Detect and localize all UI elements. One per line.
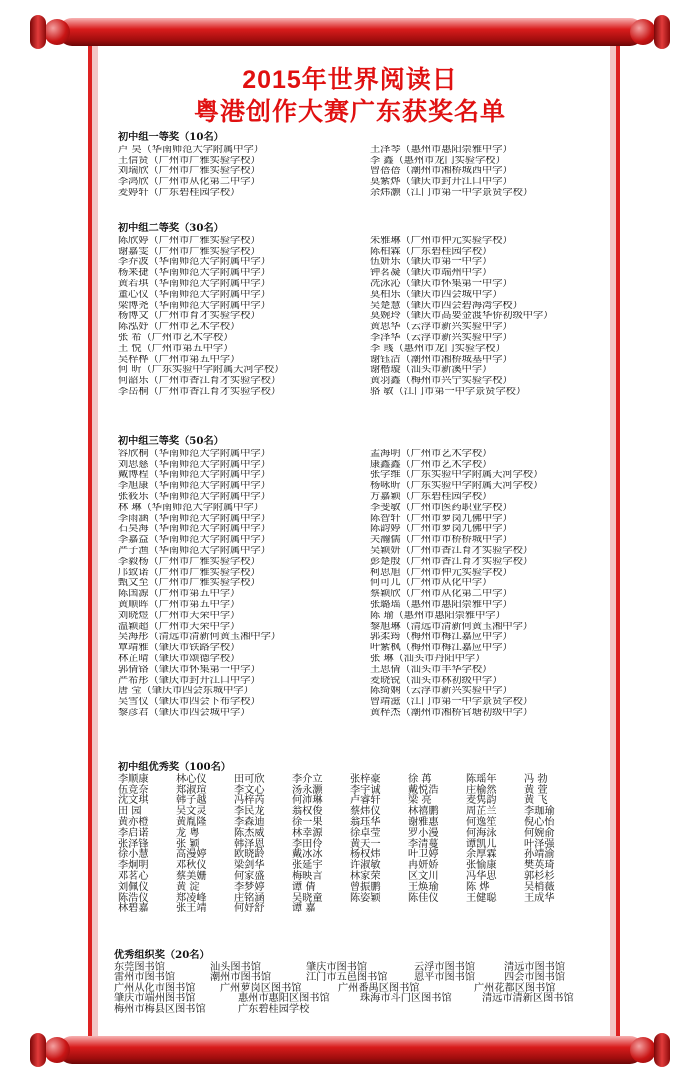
winner-entry: 张筱乐（华南师范大学附属中学） bbox=[118, 491, 271, 502]
excellence-name: 林幸源 bbox=[292, 827, 323, 839]
excellence-name: 李宇诚 bbox=[350, 784, 381, 796]
excellence-name: 黄亦橙 bbox=[118, 816, 149, 828]
winner-entry: 黎彦君（肇庆市四会城中学） bbox=[118, 707, 251, 718]
excellence-name: 庄铭涵 bbox=[234, 892, 265, 904]
winner-entry: 邝致诺（广州市广雅实验学校） bbox=[118, 567, 261, 578]
organization-entry: 广州花都区图书馆 bbox=[474, 982, 556, 994]
excellence-name: 谭 倩 bbox=[292, 881, 316, 893]
excellence-name: 伍竞奈 bbox=[118, 784, 149, 796]
section-heading: 初中组二等奖（30名） bbox=[118, 222, 224, 234]
winner-entry: 甄文至（广州市广雅实验学校） bbox=[118, 578, 261, 589]
winner-entry: 莫婉玲（肇庆市高要金渡华侨初级中学） bbox=[370, 311, 554, 322]
winner-entry: 方嘉颖（广东碧桂园学校） bbox=[370, 491, 493, 502]
organization-entry: 清远市图书馆 bbox=[504, 961, 566, 973]
excellence-name: 龙 粤 bbox=[176, 827, 200, 839]
winner-entry: 黄羽鑫（梅州市兴宁实验学校） bbox=[370, 376, 513, 387]
organization-entry: 恩平市图书馆 bbox=[414, 972, 476, 984]
winner-entry: 吴颖妍（广州市香江育才实验学校） bbox=[370, 545, 533, 556]
excellence-name: 张泽锋 bbox=[118, 838, 149, 850]
winner-entry: 刘晓煜（广州市天荣中学） bbox=[118, 610, 241, 621]
winner-entry: 李旭康（华南师范大学附属中学） bbox=[118, 481, 271, 492]
excellence-name: 李民龙 bbox=[234, 806, 265, 818]
excellence-name: 黄 萱 bbox=[524, 784, 548, 796]
excellence-name: 陈佳仪 bbox=[408, 892, 439, 904]
winner-entry: 杨博文（广州市育才实验学校） bbox=[118, 311, 261, 322]
excellence-name: 李梦婷 bbox=[234, 881, 265, 893]
organization-entry: 惠州市惠阳区图书馆 bbox=[238, 993, 330, 1005]
winner-entry: 余炜灏（江门市第一中学景贤学校） bbox=[370, 187, 533, 198]
winner-entry: 吴楚慧（肇庆市四会碧海湾学校） bbox=[370, 300, 523, 311]
winner-entry: 黎旭琳（清远市清新何黄玉湘中学） bbox=[370, 621, 533, 632]
winner-entry: 叶紫枫（梅州市梅江嘉应中学） bbox=[370, 643, 513, 654]
winner-entry: 何可儿（广州市从化中学） bbox=[370, 578, 493, 589]
winner-entry: 吴雪仪（肇庆市四会下布学校） bbox=[118, 697, 261, 708]
winner-entry: 曾蓓蓓（潮州市湘桥城西中学） bbox=[370, 166, 513, 177]
organization-entry: 肇庆市图书馆 bbox=[306, 961, 368, 973]
excellence-name: 梁 亮 bbox=[408, 795, 432, 807]
excellence-name: 冉妍娇 bbox=[408, 860, 439, 872]
winner-entry: 王信贤（广州市广雅实验学校） bbox=[118, 155, 261, 166]
excellence-name: 冯 勃 bbox=[524, 773, 548, 785]
winner-entry: 容欣桐（华南师范大学附属中学） bbox=[118, 448, 271, 459]
winner-entry: 骆 敏（江门市第一中学景贤学校） bbox=[370, 386, 527, 397]
excellence-name: 陈杰威 bbox=[234, 827, 265, 839]
winner-entry: 彭楚殷（广州市香江育才实验学校） bbox=[370, 556, 533, 567]
organization-entry: 江门市五邑图书馆 bbox=[306, 972, 388, 984]
winner-entry: 麦婷轩（广东碧桂园学校） bbox=[118, 187, 241, 198]
organization-entry: 清远市清新区图书馆 bbox=[482, 993, 574, 1005]
winner-entry: 郭倩铬（肇庆市怀集第一中学） bbox=[118, 664, 261, 675]
excellence-name: 韩子越 bbox=[176, 795, 207, 807]
scroll-top-right-tip bbox=[654, 15, 670, 49]
excellence-name: 孙靖渝 bbox=[524, 849, 555, 861]
section-heading: 优秀组织奖（20名） bbox=[114, 949, 210, 961]
award-section-excellence bbox=[118, 762, 588, 915]
excellence-name: 翁权俊 bbox=[292, 806, 323, 818]
excellence-name: 王焕瑜 bbox=[408, 881, 439, 893]
winner-entry: 李泽华（云浮市新兴实验中学） bbox=[370, 332, 513, 343]
winner-entry: 关瀚儒（广州市市桥桥城中学） bbox=[370, 535, 513, 546]
winner-entry: 石昊海（华南师范大学附属中学） bbox=[118, 524, 271, 535]
excellence-name: 林家荣 bbox=[350, 870, 381, 882]
excellence-name: 黄 飞 bbox=[524, 795, 548, 807]
excellence-name: 高漫婷 bbox=[176, 849, 207, 861]
winner-entry: 张学维（广东实验中学附属天河学校） bbox=[370, 470, 544, 481]
winner-entry: 陈智轩（广州市萝岗九佛中学） bbox=[370, 513, 513, 524]
excellence-name: 王健聪 bbox=[466, 892, 497, 904]
winner-entry: 董心仪（华南师范大学附属中学） bbox=[118, 289, 271, 300]
excellence-name: 汤永灏 bbox=[292, 784, 323, 796]
winner-entry: 伍妍乐（肇庆市第一中学） bbox=[370, 257, 493, 268]
winner-entry: 杨咏昕（广东实验中学附属天河学校） bbox=[370, 481, 544, 492]
winner-entry: 陈泓妤（广州市艺术学校） bbox=[118, 322, 241, 333]
excellence-name: 戴冰冰 bbox=[292, 849, 323, 861]
winner-entry: 严希彤（肇庆市封开江口中学） bbox=[118, 675, 261, 686]
winner-entry: 梁博尧（华南师范大学附属中学） bbox=[118, 300, 271, 311]
excellence-name: 张王靖 bbox=[176, 903, 207, 915]
winner-entry: 陈韵婷（广州市萝岗九佛中学） bbox=[370, 524, 513, 535]
section-heading: 初中组一等奖（10名） bbox=[118, 131, 224, 143]
excellence-name: 何家盛 bbox=[234, 870, 265, 882]
winner-entry: 王思倩（汕头市丰华学校） bbox=[370, 664, 493, 675]
winner-entry: 黄顺晖（广州市第五中学） bbox=[118, 599, 241, 610]
winner-entry: 陈 瑜（惠州市惠阳崇雅中学） bbox=[370, 610, 506, 621]
winner-entry: 李乔波（华南师范大学附属中学） bbox=[118, 257, 271, 268]
excellence-name: 李文心 bbox=[234, 784, 265, 796]
winner-entry: 冼泳沁（肇庆市怀集第一中学） bbox=[370, 278, 513, 289]
winner-entry: 陈绮娴（云浮市新兴实验中学） bbox=[370, 686, 513, 697]
excellence-name: 陈 烨 bbox=[466, 881, 490, 893]
winner-entry: 王泽琴（惠州市惠阳崇雅中学） bbox=[370, 144, 513, 155]
excellence-name: 黄胤隆 bbox=[176, 816, 207, 828]
scroll-bottom-left-tip bbox=[30, 1033, 46, 1067]
winner-entry: 唐 莹（肇庆市四会东城中学） bbox=[118, 686, 254, 697]
excellence-name: 郭杉杉 bbox=[524, 870, 555, 882]
organization-entry: 汕头图书馆 bbox=[210, 961, 261, 973]
winner-entry: 黄梓杰（潮州市湘桥官塘初级中学） bbox=[370, 707, 533, 718]
excellence-name: 樊英琦 bbox=[524, 860, 555, 872]
scroll-bottom-rod bbox=[58, 1036, 644, 1064]
winner-entry: 孟海明（广州市艺术学校） bbox=[370, 448, 493, 459]
winner-entry: 蔡颖欣（广州市从化第二中学） bbox=[370, 589, 513, 600]
excellence-name: 戴悦浩 bbox=[408, 784, 439, 796]
excellence-name: 李森迪 bbox=[234, 816, 265, 828]
excellence-name: 区文川 bbox=[408, 870, 439, 882]
excellence-name: 张愉康 bbox=[466, 860, 497, 872]
scroll-bottom-right-knob bbox=[630, 1037, 656, 1063]
excellence-name: 谭 嘉 bbox=[292, 903, 316, 915]
winner-entry: 戴博程（华南师范大学附属中学） bbox=[118, 470, 271, 481]
scroll-top-right-knob bbox=[630, 19, 656, 45]
excellence-name: 冯华思 bbox=[466, 870, 497, 882]
winner-entry: 谢嘉雯（广州市广雅实验学校） bbox=[118, 246, 261, 257]
excellence-name: 吴梢薇 bbox=[524, 881, 555, 893]
winner-entry: 张 琳（汕头市丹阳中学） bbox=[370, 653, 486, 664]
organization-entry: 广州萝岗区图书馆 bbox=[220, 982, 302, 994]
winner-entry: 李 鑫（惠州市龙门实验学校） bbox=[370, 155, 506, 166]
winner-entry: 李斐敏（广州市医药职业学校） bbox=[370, 502, 513, 513]
excellence-name: 庄榆然 bbox=[466, 784, 497, 796]
excellence-name: 何婉俞 bbox=[524, 827, 555, 839]
winner-entry: 张 希（广州市艺术学校） bbox=[118, 332, 234, 343]
scroll-top-rod bbox=[58, 18, 644, 46]
winner-entry: 覃靖雅（肇庆市铁路学校） bbox=[118, 643, 241, 654]
excellence-name: 欧晓龄 bbox=[234, 849, 265, 861]
excellence-name: 梅映言 bbox=[292, 870, 323, 882]
excellence-name: 徐一果 bbox=[292, 816, 323, 828]
winner-entry: 吴梓桦（广州市第五中学） bbox=[118, 354, 241, 365]
excellence-name: 麦隽韵 bbox=[466, 795, 497, 807]
excellence-name: 蔡炜仪 bbox=[350, 806, 381, 818]
excellence-name: 李清蔓 bbox=[408, 838, 439, 850]
winner-entry: 李鸿欣（广州市从化第二中学） bbox=[118, 177, 261, 188]
excellence-name: 吴文灵 bbox=[176, 806, 207, 818]
winner-entry: 李 彧（惠州市龙门实验学校） bbox=[370, 343, 506, 354]
scroll-top-left-tip bbox=[30, 15, 46, 49]
scroll-bottom-left-knob bbox=[44, 1037, 70, 1063]
excellence-name: 黄天一 bbox=[350, 838, 381, 850]
excellence-name: 周芷兰 bbox=[466, 806, 497, 818]
organization-entry: 四会市图书馆 bbox=[504, 972, 566, 984]
excellence-name: 李介立 bbox=[292, 773, 323, 785]
organization-entry: 广州番禺区图书馆 bbox=[338, 982, 420, 994]
winner-list bbox=[118, 145, 588, 199]
excellence-name: 邓秋仪 bbox=[176, 860, 207, 872]
organization-entry: 广州从化市图书馆 bbox=[114, 982, 196, 994]
winner-entry: 刘瑞欣（广州市广雅实验学校） bbox=[118, 166, 261, 177]
section-heading: 初中组三等奖（50名） bbox=[118, 435, 224, 447]
winner-entry: 杨来捷（华南师范大学附属中学） bbox=[118, 268, 271, 279]
winner-entry: 李毅杨（广州市广雅实验学校） bbox=[118, 556, 261, 567]
excellence-name: 张 颖 bbox=[176, 838, 200, 850]
organization-entry: 肇庆市端州图书馆 bbox=[114, 993, 196, 1005]
excellence-name-grid bbox=[118, 775, 588, 915]
excellence-name: 何海泳 bbox=[466, 827, 497, 839]
excellence-name: 何逸笙 bbox=[466, 816, 497, 828]
winner-entry: 谢钰洁（潮州市湘桥城基中学） bbox=[370, 354, 513, 365]
winner-entry: 黄若琪（华南师范大学附属中学） bbox=[118, 278, 271, 289]
excellence-name: 张梓豪 bbox=[350, 773, 381, 785]
excellence-name: 曾振鹏 bbox=[350, 881, 381, 893]
winner-entry: 李雨涵（华南师范大学附属中学） bbox=[118, 513, 271, 524]
award-section-third bbox=[118, 436, 588, 719]
excellence-name: 刘佩仪 bbox=[118, 881, 149, 893]
excellence-name: 李珈瑜 bbox=[524, 806, 555, 818]
excellence-name: 冯梓芮 bbox=[234, 795, 265, 807]
excellence-name: 田 园 bbox=[118, 806, 142, 818]
winner-entry: 康鑫鑫（广州市艺术学校） bbox=[370, 459, 493, 470]
excellence-name: 许淑敏 bbox=[350, 860, 381, 872]
excellence-name: 余厚霖 bbox=[466, 849, 497, 861]
winner-entry: 朱雅琳（广州市仲元实验学校） bbox=[370, 235, 513, 246]
organization-entry: 雷州市图书馆 bbox=[114, 972, 176, 984]
excellence-name: 黄 淀 bbox=[176, 881, 200, 893]
organization-entry: 东莞图书馆 bbox=[114, 961, 165, 973]
winner-entry: 曾靖滋（江门市第一中学景贤学校） bbox=[370, 697, 533, 708]
excellence-name: 田可欣 bbox=[234, 773, 265, 785]
excellence-name: 叶泽强 bbox=[524, 838, 555, 850]
excellence-name: 吴晓童 bbox=[292, 892, 323, 904]
excellence-name: 徐卓莹 bbox=[350, 827, 381, 839]
winner-entry: 温颖超（广州市天荣中学） bbox=[118, 621, 241, 632]
award-section-first bbox=[118, 132, 588, 199]
excellence-name: 李田伶 bbox=[292, 838, 323, 850]
excellence-name: 陈瑶年 bbox=[466, 773, 497, 785]
excellence-name: 林碧嘉 bbox=[118, 903, 149, 915]
winner-entry: 何 昕（广东实验中学附属天河学校） bbox=[118, 365, 285, 376]
excellence-name: 何沛琳 bbox=[292, 795, 323, 807]
winner-entry: 李嘉益（华南师范大学附属中学） bbox=[118, 535, 271, 546]
winner-entry: 林芷晴（肇庆市颂德学校） bbox=[118, 653, 241, 664]
excellence-name: 翁珏华 bbox=[350, 816, 381, 828]
award-section-organization bbox=[114, 950, 594, 1016]
scroll-top-left-knob bbox=[44, 19, 70, 45]
excellence-name: 徐小慧 bbox=[118, 849, 149, 861]
winner-entry: 谢楷璇（汕头市新溪中学） bbox=[370, 365, 493, 376]
winner-entry: 钟茗凝（肇庆市端州中学） bbox=[370, 268, 493, 279]
winner-entry: 柯思旭（广州市仲元实验学校） bbox=[370, 567, 513, 578]
page-title-line2: 粤港创作大赛广东获奖名单 bbox=[193, 98, 506, 126]
winner-entry: 莫柏乐（肇庆市四会城中学） bbox=[370, 289, 503, 300]
excellence-name: 王成华 bbox=[524, 892, 555, 904]
organization-entry: 云浮市图书馆 bbox=[414, 961, 476, 973]
excellence-name: 谢雅惠 bbox=[408, 816, 439, 828]
winner-entry: 郭柔筠（梅州市梅江嘉应中学） bbox=[370, 632, 513, 643]
excellence-name: 张延宇 bbox=[292, 860, 323, 872]
excellence-name: 陈姿颖 bbox=[350, 892, 381, 904]
organization-entry: 潮州市图书馆 bbox=[210, 972, 272, 984]
organization-entry: 广东碧桂园学校 bbox=[238, 1003, 310, 1015]
winner-entry: 刘思慈（华南师范大学附属中学） bbox=[118, 459, 271, 470]
organization-entry: 珠海市斗门区图书馆 bbox=[360, 993, 452, 1005]
winner-entry: 卢 昊（华南师范大学附属中学） bbox=[118, 144, 264, 155]
excellence-name: 李启诺 bbox=[118, 827, 149, 839]
winner-list bbox=[118, 449, 588, 719]
page-title-line1: 2015年世界阅读日 bbox=[242, 66, 458, 94]
winner-list bbox=[118, 236, 588, 398]
winner-entry: 陈欣婷（广州市广雅实验学校） bbox=[118, 235, 261, 246]
excellence-name: 林禧鹏 bbox=[408, 806, 439, 818]
excellence-name: 梁剑华 bbox=[234, 860, 265, 872]
excellence-name: 徐 苒 bbox=[408, 773, 432, 785]
winner-entry: 陈柏霖（广东碧桂园学校） bbox=[370, 246, 493, 257]
winner-entry: 王 悦（广州市第五中学） bbox=[118, 343, 234, 354]
excellence-name: 罗小漫 bbox=[408, 827, 439, 839]
winner-entry: 陈国源（广州市第五中学） bbox=[118, 589, 241, 600]
excellence-name: 蔡美姗 bbox=[176, 870, 207, 882]
excellence-name: 韩泽恩 bbox=[234, 838, 265, 850]
winner-entry: 李岳桐（广州市香江育才实验学校） bbox=[118, 386, 281, 397]
excellence-name: 邓茗心 bbox=[118, 870, 149, 882]
excellence-name: 何妤舒 bbox=[234, 903, 265, 915]
excellence-name: 林心仪 bbox=[176, 773, 207, 785]
excellence-name: 叶卫婷 bbox=[408, 849, 439, 861]
organization-row bbox=[114, 1005, 594, 1016]
excellence-name: 李顺康 bbox=[118, 773, 149, 785]
winner-entry: 林 琳（华南师范大学附属中学） bbox=[118, 502, 264, 513]
organization-entry: 梅州市梅县区图书馆 bbox=[114, 1003, 206, 1015]
winner-entry: 张璐瑶（惠州市惠阳崇雅中学） bbox=[370, 599, 513, 610]
award-section-second bbox=[118, 223, 588, 398]
excellence-name: 谭凯儿 bbox=[466, 838, 497, 850]
excellence-name: 沈文琪 bbox=[118, 795, 149, 807]
excellence-name: 倪心怡 bbox=[524, 816, 555, 828]
excellence-name: 卢睿轩 bbox=[350, 795, 381, 807]
excellence-name: 郑淑瑄 bbox=[176, 784, 207, 796]
excellence-name: 陈浩仪 bbox=[118, 892, 149, 904]
winner-entry: 严子渔（华南师范大学附属中学） bbox=[118, 545, 271, 556]
winner-entry: 黄思华（云浮市新兴实验中学） bbox=[370, 322, 513, 333]
section-heading: 初中组优秀奖（100名） bbox=[118, 761, 231, 773]
winner-entry: 麦晓锐（汕头市林初级中学） bbox=[370, 675, 503, 686]
scroll-bottom-right-tip bbox=[654, 1033, 670, 1067]
organization-list bbox=[114, 963, 594, 1016]
winner-entry: 吴海彤（清远市清新何黄玉湘中学） bbox=[118, 632, 281, 643]
excellence-name: 郑凌峰 bbox=[176, 892, 207, 904]
winner-entry: 何韶乐（广州市香江育才实验学校） bbox=[118, 376, 281, 387]
excellence-name: 杨权炜 bbox=[350, 849, 381, 861]
winner-entry: 莫紫烨（肇庆市封开江口中学） bbox=[370, 177, 513, 188]
excellence-name: 李炯明 bbox=[118, 860, 149, 872]
